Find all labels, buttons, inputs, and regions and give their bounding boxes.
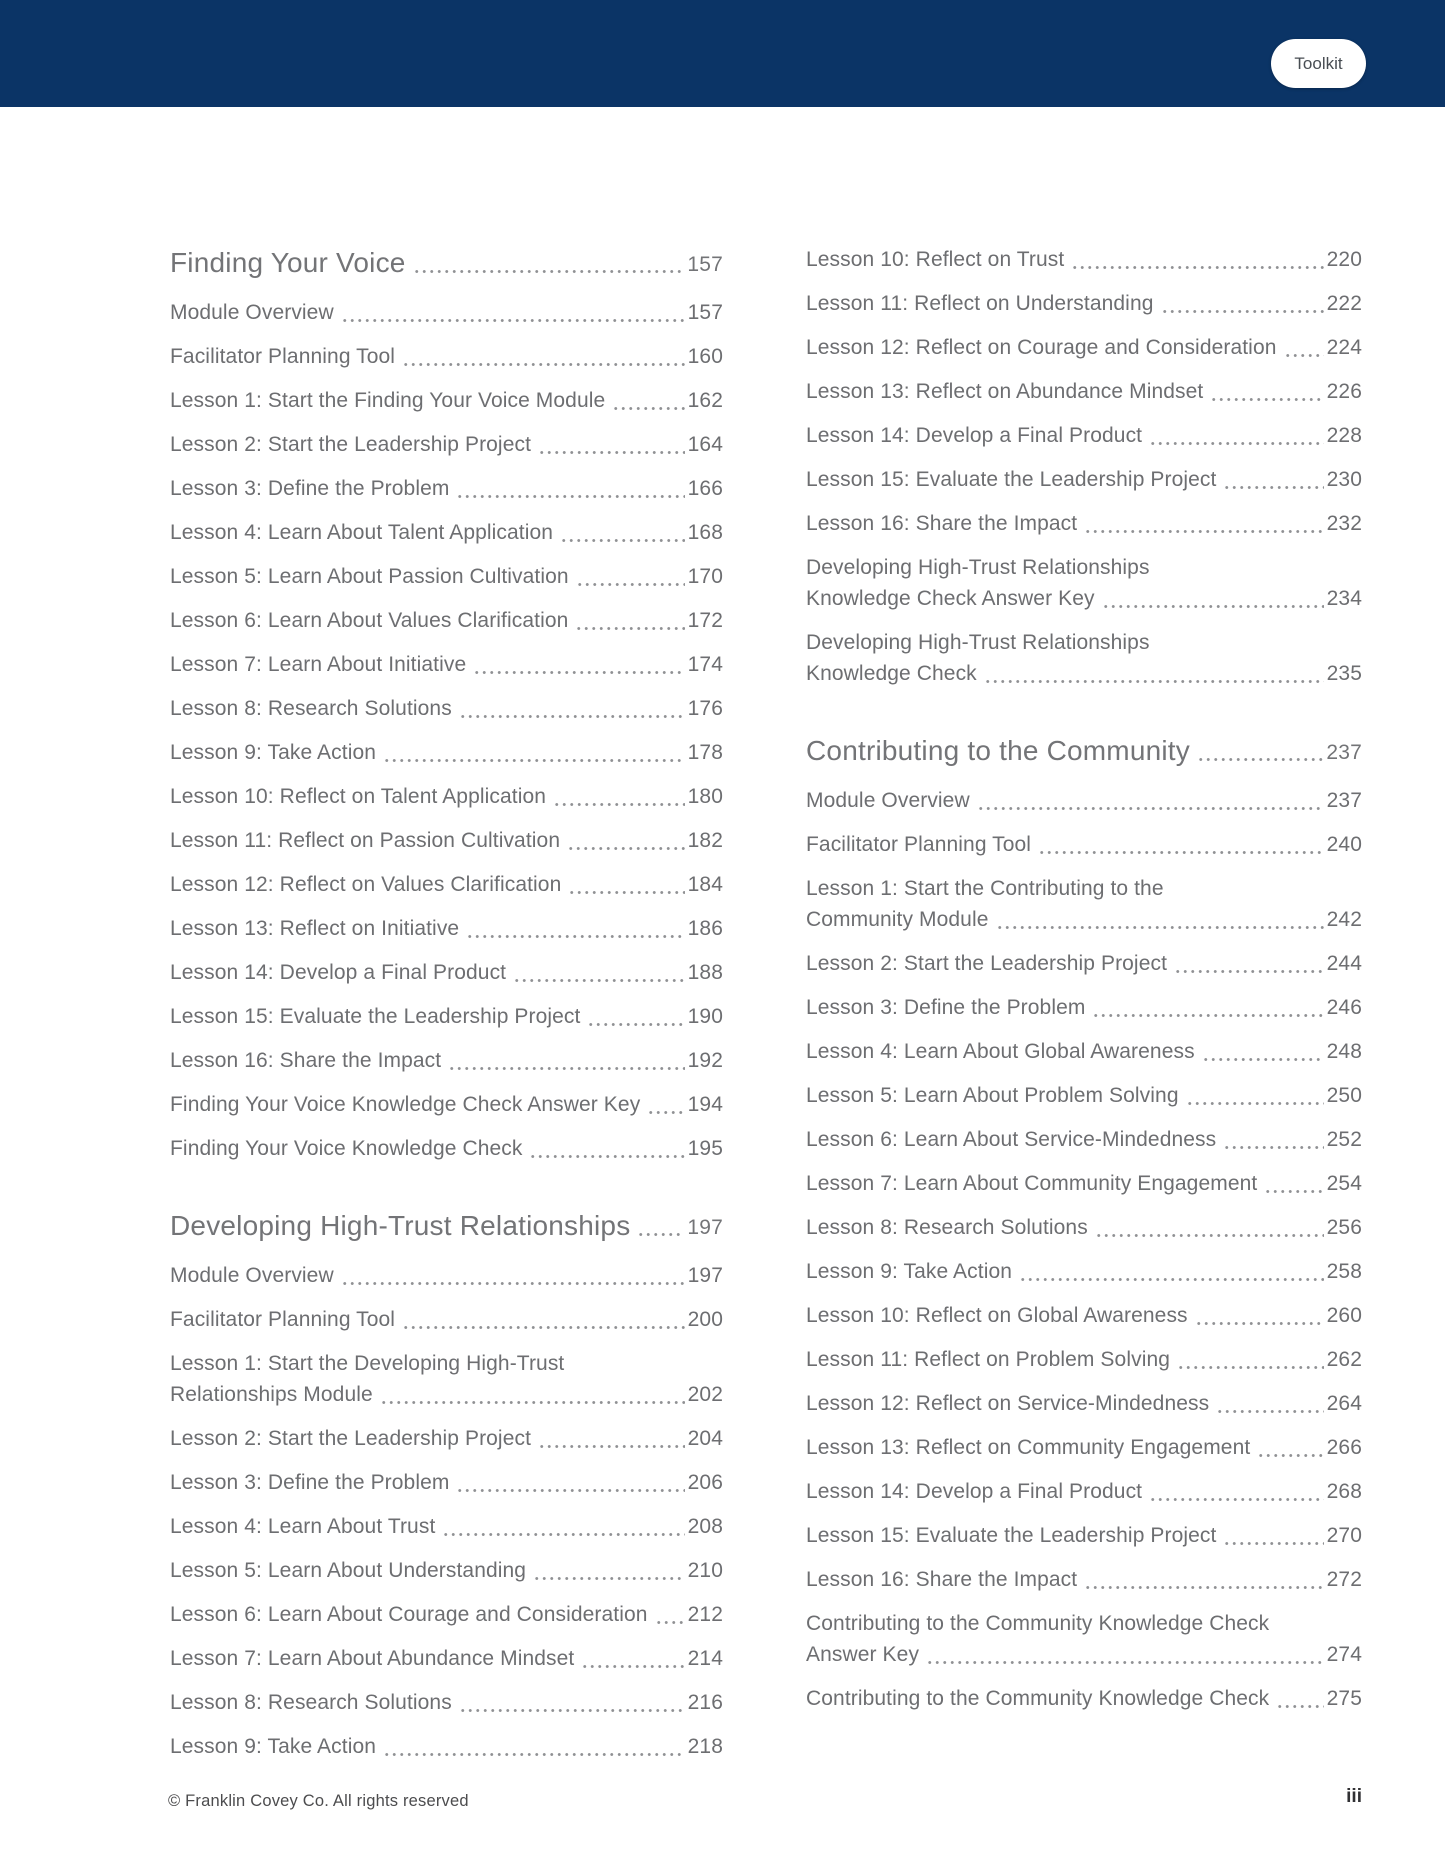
toc-entry-page: 210 (687, 1559, 723, 1582)
dot-leader (1161, 309, 1324, 314)
toc-entry[interactable] (170, 1001, 723, 1032)
toc-entry-label: Lesson 2: Start the Leadership Project (170, 433, 532, 456)
toc-entry[interactable] (806, 1080, 1362, 1111)
toc-entry-page: 268 (1326, 1480, 1362, 1503)
toc-entry-label: Module Overview (170, 301, 334, 324)
toc-entry-label: Developing High-Trust Relationships (806, 556, 1150, 579)
dot-leader (1195, 1321, 1324, 1326)
dot-leader (647, 1110, 684, 1115)
toc-entry-page: 274 (1326, 1643, 1362, 1666)
toc-entry[interactable] (170, 1304, 723, 1335)
toc-entry-page: 200 (687, 1308, 723, 1331)
dot-leader (1038, 850, 1324, 855)
toc-entry[interactable] (170, 869, 723, 900)
dot-leader (1174, 969, 1324, 974)
dot-leader (1102, 604, 1324, 609)
toc-entry[interactable] (806, 873, 1362, 935)
toc-entry-label: Lesson 5: Learn About Understanding (170, 1559, 527, 1582)
toc-entry[interactable] (170, 1133, 723, 1164)
toc-section (170, 1207, 723, 1762)
toc-entry-label: Lesson 1: Start the Contributing to the (806, 877, 1164, 900)
toc-entry-page: 264 (1326, 1392, 1362, 1415)
toc-entry-label: Module Overview (170, 1264, 334, 1287)
dot-leader (448, 1066, 684, 1071)
toc-section (170, 244, 723, 1164)
dot-leader (1216, 1409, 1323, 1414)
toc-entry-page: 260 (1326, 1304, 1362, 1327)
toc-entry[interactable] (170, 1555, 723, 1586)
dot-leader (383, 758, 685, 763)
toc-entry-page: 180 (687, 785, 723, 808)
section-title: Finding Your Voice (170, 247, 406, 278)
toc-entry-label: Lesson 12: Reflect on Values Clarification (170, 873, 562, 896)
dot-leader (1264, 1189, 1323, 1194)
dot-leader (341, 318, 685, 323)
dot-leader (1223, 1145, 1323, 1150)
toc-entry[interactable] (806, 1683, 1362, 1714)
toc-entry-label: Lesson 15: Evaluate the Leadership Project (170, 1005, 581, 1028)
toc-entry-page: 235 (1326, 662, 1362, 685)
toc-entry[interactable] (806, 1212, 1362, 1243)
toc-entry-label: Lesson 3: Define the Problem (806, 996, 1086, 1019)
toc-entry-page: 184 (687, 873, 723, 896)
toc-entry-page: 250 (1326, 1084, 1362, 1107)
toc-entry-page: 248 (1326, 1040, 1362, 1063)
toc-entry[interactable] (170, 1423, 723, 1454)
dot-leader (612, 406, 684, 411)
dot-leader (996, 925, 1324, 930)
toc-entry-page: 230 (1326, 468, 1362, 491)
toc-entry-label: Lesson 16: Share the Impact (170, 1049, 442, 1072)
dot-leader (1210, 397, 1323, 402)
toc-entry[interactable] (806, 288, 1362, 319)
toc-entry-page: 214 (687, 1647, 723, 1670)
toc-entry-label: Lesson 3: Define the Problem (170, 1471, 450, 1494)
dot-leader (466, 934, 684, 939)
dot-leader (655, 1620, 685, 1625)
toc-entry-label: Lesson 5: Learn About Problem Solving (806, 1084, 1179, 1107)
toc-entry[interactable] (170, 1511, 723, 1542)
toc-entry[interactable] (170, 517, 723, 548)
toc-entry-label: Lesson 13: Reflect on Initiative (170, 917, 460, 940)
toc-entry-label-line2: Answer Key (806, 1643, 920, 1666)
toc-entry-page: 226 (1326, 380, 1362, 403)
section-page-number: 157 (687, 253, 723, 276)
section-title: Contributing to the Community (806, 735, 1190, 766)
toc-entry-label: Lesson 8: Research Solutions (170, 1691, 452, 1714)
dot-leader (567, 846, 685, 851)
toc-entry-page: 240 (1326, 833, 1362, 856)
dot-leader (1197, 757, 1323, 762)
toc-entry-label: Lesson 3: Define the Problem (170, 477, 450, 500)
toc-entry-label: Facilitator Planning Tool (170, 1308, 396, 1331)
dot-leader (1257, 1453, 1323, 1458)
toc-entry-page: 256 (1326, 1216, 1362, 1239)
toc-entry-page: 178 (687, 741, 723, 764)
toc-entry-page: 254 (1326, 1172, 1362, 1195)
toc-entry-label: Lesson 10: Reflect on Global Awareness (806, 1304, 1188, 1327)
toc-entry-page: 275 (1326, 1687, 1362, 1710)
toc-entry-page: 170 (687, 565, 723, 588)
dot-leader (538, 1444, 685, 1449)
toc-entry[interactable] (170, 737, 723, 768)
toc-entry-page: 172 (687, 609, 723, 632)
toc-entry-label: Lesson 4: Learn About Trust (170, 1515, 436, 1538)
toc-entry[interactable] (170, 1348, 723, 1410)
footer-copyright: © Franklin Covey Co. All rights reserved (168, 1792, 469, 1810)
toc-entry[interactable] (170, 385, 723, 416)
toc-entry-page: 222 (1326, 292, 1362, 315)
header-bar (0, 0, 1445, 107)
dot-leader (402, 1325, 685, 1330)
toc-entry-label: Lesson 13: Reflect on Abundance Mindset (806, 380, 1204, 403)
toc-entry[interactable] (806, 332, 1362, 363)
toc-entry[interactable] (170, 341, 723, 372)
toc-entry[interactable] (170, 605, 723, 636)
toc-entry-page: 237 (1326, 789, 1362, 812)
toc-entry-label: Lesson 14: Develop a Final Product (806, 1480, 1143, 1503)
toc-entry-page: 197 (687, 1264, 723, 1287)
toc-entry-label-line2: Community Module (806, 908, 989, 931)
toc-entry-page: 218 (687, 1735, 723, 1758)
toc-entry-label: Lesson 11: Reflect on Understanding (806, 292, 1154, 315)
toc-entry-label: Lesson 1: Start the Developing High-Trust (170, 1352, 565, 1375)
toc-entry-label: Lesson 2: Start the Leadership Project (806, 952, 1168, 975)
toc-entry-label: Facilitator Planning Tool (170, 345, 396, 368)
toc-entry[interactable] (806, 1344, 1362, 1375)
toc-entry-label: Lesson 1: Start the Finding Your Voice Module (170, 389, 606, 412)
toc-entry-page: 174 (687, 653, 723, 676)
dot-leader (456, 494, 684, 499)
toc-entry-label: Lesson 4: Learn About Global Awareness (806, 1040, 1195, 1063)
dot-leader (1084, 529, 1323, 534)
toc-entry-page: 232 (1326, 512, 1362, 535)
toc-entry-label: Lesson 13: Reflect on Community Engagement (806, 1436, 1251, 1459)
toc-section (806, 244, 1362, 689)
dot-leader (459, 714, 685, 719)
toc-entry[interactable] (170, 473, 723, 504)
dot-leader (1202, 1057, 1324, 1062)
toc-entry-label: Lesson 12: Reflect on Courage and Consideration (806, 336, 1277, 359)
dot-leader (473, 670, 684, 675)
dot-leader (1186, 1101, 1324, 1106)
toc-entry-page: 228 (1326, 424, 1362, 447)
section-heading[interactable] (170, 244, 723, 282)
toc-entry-label: Lesson 4: Learn About Talent Application (170, 521, 554, 544)
dot-leader (402, 362, 685, 367)
toc-entry-page: 176 (687, 697, 723, 720)
toc-column-right (806, 244, 1362, 1727)
toolkit-tab[interactable]: Toolkit (1271, 39, 1366, 88)
section-heading[interactable] (806, 732, 1362, 770)
toc-entry-label: Lesson 10: Reflect on Trust (806, 248, 1065, 271)
toc-entry-page: 252 (1326, 1128, 1362, 1151)
dot-leader (977, 806, 1324, 811)
dot-leader (459, 1708, 685, 1713)
toc-entry[interactable] (806, 244, 1362, 275)
toc-entry[interactable] (806, 1432, 1362, 1463)
dot-leader (984, 679, 1324, 684)
toc-entry-label: Lesson 6: Learn About Values Clarification (170, 609, 569, 632)
toc-entry[interactable] (170, 1045, 723, 1076)
dot-leader (1084, 1585, 1323, 1590)
toc-entry[interactable] (806, 1520, 1362, 1551)
dot-leader (1019, 1277, 1324, 1282)
toc-entry-page: 258 (1326, 1260, 1362, 1283)
toc-entry[interactable] (806, 1388, 1362, 1419)
toc-entry[interactable] (806, 376, 1362, 407)
toc-entry-page: 166 (687, 477, 723, 500)
toc-entry[interactable] (806, 1476, 1362, 1507)
toc-entry-page: 190 (687, 1005, 723, 1028)
toc-entry[interactable] (170, 1599, 723, 1630)
toc-entry-label: Lesson 8: Research Solutions (170, 697, 452, 720)
toc-entry-page: 202 (687, 1383, 723, 1406)
dot-leader (442, 1532, 684, 1537)
toc-entry[interactable] (170, 649, 723, 680)
toc-entry[interactable] (170, 1467, 723, 1498)
toc-entry-page: 246 (1326, 996, 1362, 1019)
toc-entry-page: 194 (687, 1093, 723, 1116)
dot-leader (637, 1232, 684, 1237)
toc-entry-page: 195 (687, 1137, 723, 1160)
section-page-number: 197 (687, 1216, 723, 1239)
dot-leader (1092, 1013, 1323, 1018)
toc-entry[interactable] (170, 561, 723, 592)
toc-entry-page: 204 (687, 1427, 723, 1450)
dot-leader (533, 1576, 685, 1581)
toc-entry-label: Lesson 6: Learn About Courage and Consideration (170, 1603, 648, 1626)
toc-entry-label: Lesson 14: Develop a Final Product (806, 424, 1143, 447)
toc-entry-page: 244 (1326, 952, 1362, 975)
dot-leader (587, 1022, 684, 1027)
toc-entry-label: Developing High-Trust Relationships (806, 631, 1150, 654)
toc-entry-label: Lesson 16: Share the Impact (806, 512, 1078, 535)
section-title: Developing High-Trust Relationships (170, 1210, 631, 1241)
toc-section (806, 732, 1362, 1714)
dot-leader (576, 582, 685, 587)
toc-entry[interactable] (806, 1256, 1362, 1287)
toc-entry[interactable] (806, 1608, 1362, 1670)
toc-entry-page: 266 (1326, 1436, 1362, 1459)
toc-entry[interactable] (170, 913, 723, 944)
dot-leader (413, 269, 685, 274)
toc-entry[interactable] (806, 1564, 1362, 1595)
dot-leader (1223, 485, 1323, 490)
toc-entry[interactable] (806, 1168, 1362, 1199)
dot-leader (1149, 441, 1324, 446)
toc-entry-page: 216 (687, 1691, 723, 1714)
dot-leader (1223, 1541, 1323, 1546)
dot-leader (568, 890, 684, 895)
dot-leader (1095, 1233, 1324, 1238)
toc-entry[interactable] (806, 785, 1362, 816)
toc-entry[interactable] (170, 429, 723, 460)
section-heading[interactable] (170, 1207, 723, 1245)
toc-entry-label-line2: Relationships Module (170, 1383, 373, 1406)
toc-entry-label-line2: Knowledge Check (806, 662, 977, 685)
toc-entry-label: Lesson 9: Take Action (806, 1260, 1013, 1283)
dot-leader (1071, 265, 1323, 270)
toc-entry-label: Lesson 8: Research Solutions (806, 1216, 1088, 1239)
toc-entry-page: 272 (1326, 1568, 1362, 1591)
toc-entry-label: Facilitator Planning Tool (806, 833, 1032, 856)
toc-entry[interactable] (806, 508, 1362, 539)
toc-entry[interactable] (170, 297, 723, 328)
dot-leader (538, 450, 685, 455)
toc-entry-label: Lesson 7: Learn About Initiative (170, 653, 467, 676)
toc-entry-label: Module Overview (806, 789, 970, 812)
dot-leader (383, 1752, 685, 1757)
toc-entry-label: Lesson 11: Reflect on Passion Cultivation (170, 829, 561, 852)
toc-entry-label: Finding Your Voice Knowledge Check (170, 1137, 523, 1160)
toc-entry[interactable] (806, 420, 1362, 451)
toc-entry[interactable] (170, 1731, 723, 1762)
toc-entry-label: Lesson 11: Reflect on Problem Solving (806, 1348, 1171, 1371)
toc-entry[interactable] (170, 781, 723, 812)
section-page-number: 237 (1326, 741, 1362, 764)
toc-entry[interactable] (806, 1036, 1362, 1067)
toc-entry[interactable] (170, 1260, 723, 1291)
toc-entry-page: 186 (687, 917, 723, 940)
footer-page-number: iii (1346, 1786, 1362, 1807)
toc-entry-page: 220 (1326, 248, 1362, 271)
toc-entry-page: 192 (687, 1049, 723, 1072)
dot-leader (553, 802, 685, 807)
dot-leader (1284, 353, 1324, 358)
dot-leader (529, 1154, 684, 1159)
toc-entry-label: Lesson 15: Evaluate the Leadership Project (806, 468, 1217, 491)
toc-entry[interactable] (806, 1300, 1362, 1331)
toc-entry-label: Contributing to the Community Knowledge Check (806, 1687, 1270, 1710)
toc-entry-label: Lesson 15: Evaluate the Leadership Project (806, 1524, 1217, 1547)
dot-leader (341, 1281, 685, 1286)
toc-entry[interactable] (806, 829, 1362, 860)
toc-entry[interactable] (806, 1124, 1362, 1155)
toc-entry-label: Lesson 10: Reflect on Talent Application (170, 785, 547, 808)
toc-entry-page: 206 (687, 1471, 723, 1494)
toc-entry[interactable] (170, 693, 723, 724)
dot-leader (575, 626, 684, 631)
toc-entry[interactable] (170, 1089, 723, 1120)
toc-entry-label: Lesson 7: Learn About Abundance Mindset (170, 1647, 575, 1670)
toc-entry-label-line2: Knowledge Check Answer Key (806, 587, 1095, 610)
toc-entry-page: 162 (687, 389, 723, 412)
dot-leader (926, 1660, 1324, 1665)
toc-entry[interactable] (806, 627, 1362, 689)
toc-entry[interactable] (170, 1687, 723, 1718)
dot-leader (581, 1664, 684, 1669)
toc-entry[interactable] (170, 825, 723, 856)
dot-leader (1177, 1365, 1324, 1370)
dot-leader (380, 1400, 685, 1405)
toc-entry[interactable] (806, 552, 1362, 614)
toc-entry-page: 270 (1326, 1524, 1362, 1547)
toc-entry[interactable] (170, 1643, 723, 1674)
toc-entry-page: 208 (687, 1515, 723, 1538)
toc-entry-label: Lesson 2: Start the Leadership Project (170, 1427, 532, 1450)
toc-entry-label: Lesson 9: Take Action (170, 741, 377, 764)
toc-entry[interactable] (170, 957, 723, 988)
toc-entry-page: 160 (687, 345, 723, 368)
toc-entry-page: 168 (687, 521, 723, 544)
toc-entry[interactable] (806, 948, 1362, 979)
dot-leader (1149, 1497, 1324, 1502)
toc-entry-page: 188 (687, 961, 723, 984)
toc-entry-label: Lesson 9: Take Action (170, 1735, 377, 1758)
toc-entry-page: 242 (1326, 908, 1362, 931)
toc-entry-label: Finding Your Voice Knowledge Check Answer Key (170, 1093, 641, 1116)
toc-entry-label: Lesson 16: Share the Impact (806, 1568, 1078, 1591)
toc-entry-label: Lesson 6: Learn About Service-Mindedness (806, 1128, 1217, 1151)
toc-entry-page: 234 (1326, 587, 1362, 610)
toc-column-left (170, 244, 723, 1775)
toc-entry-label: Lesson 7: Learn About Community Engagement (806, 1172, 1258, 1195)
toc-entry-label: Lesson 5: Learn About Passion Cultivation (170, 565, 569, 588)
toc-entry[interactable] (806, 992, 1362, 1023)
toc-entry-label: Lesson 14: Develop a Final Product (170, 961, 507, 984)
toc-entry[interactable] (806, 464, 1362, 495)
dot-leader (1276, 1704, 1323, 1709)
dot-leader (456, 1488, 684, 1493)
toc-entry-label: Contributing to the Community Knowledge Check (806, 1612, 1270, 1635)
toc-entry-label: Lesson 12: Reflect on Service-Mindedness (806, 1392, 1210, 1415)
toc-entry-page: 224 (1326, 336, 1362, 359)
toc-entry-page: 157 (687, 301, 723, 324)
toc-entry-page: 164 (687, 433, 723, 456)
toc-entry-page: 182 (687, 829, 723, 852)
dot-leader (513, 978, 685, 983)
dot-leader (560, 538, 685, 543)
toc-entry-page: 212 (687, 1603, 723, 1626)
toc-entry-page: 262 (1326, 1348, 1362, 1371)
